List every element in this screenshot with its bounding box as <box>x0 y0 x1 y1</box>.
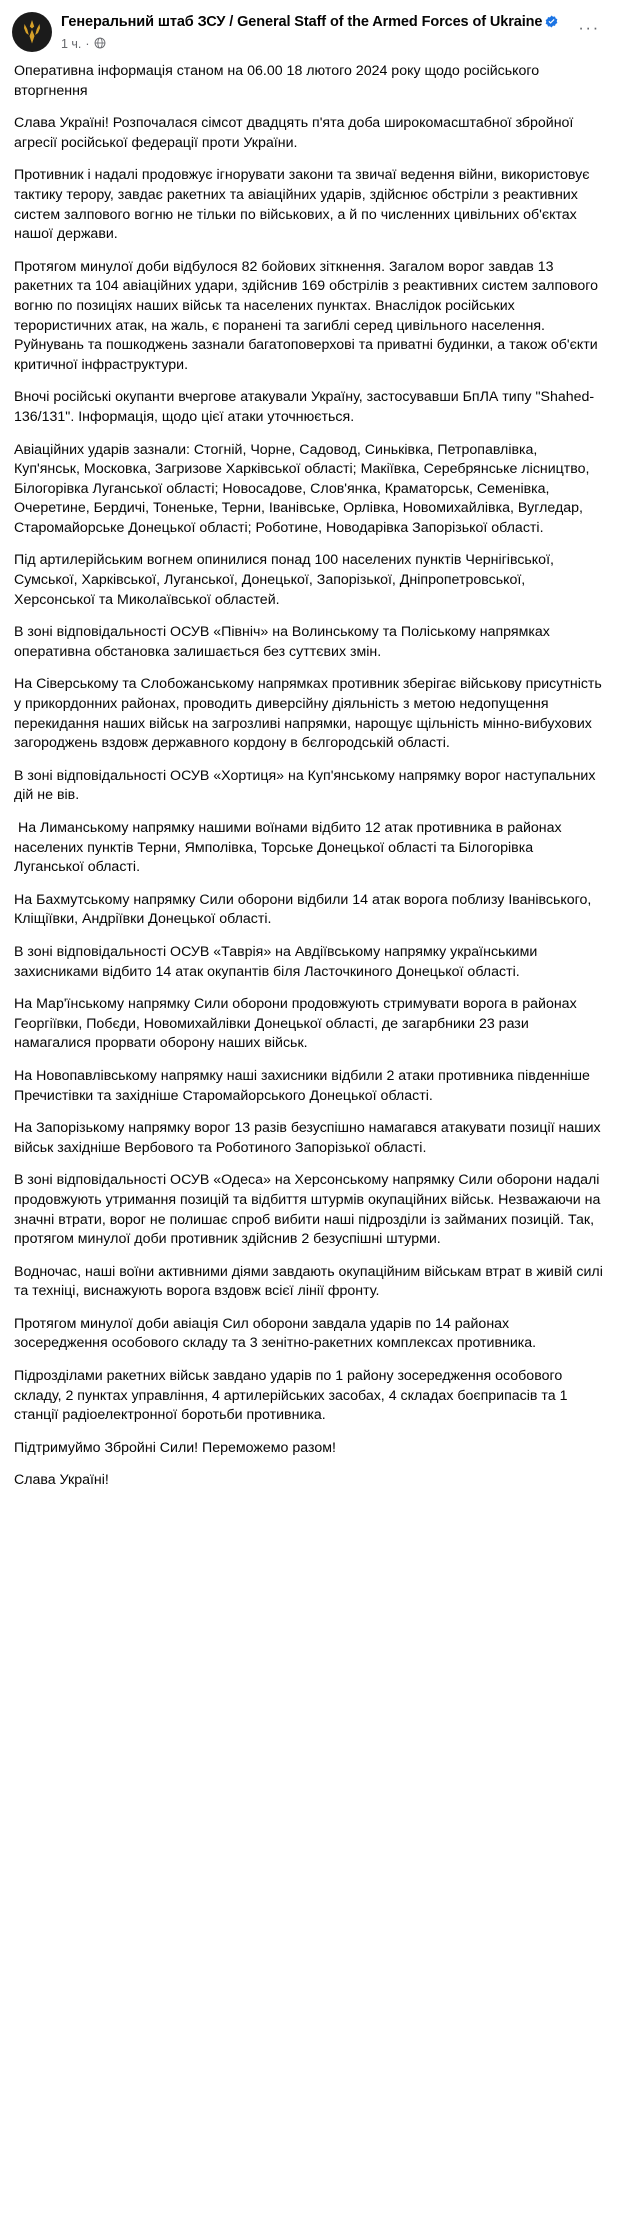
post-paragraph: На Лиманському напрямку нашими воїнами відбито 12 атак противника в районах населених пунктів Терни, Ямполівка, Торське Донецької області та Білогорівка Луганської області. <box>14 820 566 876</box>
post-header <box>0 0 617 58</box>
avatar-emblem-icon <box>21 19 43 45</box>
post-timestamp[interactable]: 1 ч. <box>61 37 82 52</box>
post-paragraph: Протягом минулої доби авіація Сил оборони завдала ударів по 14 районах зосередження особового складу та 3 зенітно-ракетних комплексах противника. <box>14 1315 537 1352</box>
post-paragraph: Підтримуймо Збройні Сили! Переможемо разом! <box>14 1439 336 1456</box>
post-paragraph: В зоні відповідальності ОСУВ «Таврія» на Авдіївському напрямку українськими захисниками відбито 14 атак окупантів біля Ласточкиного Донецької області. <box>14 943 542 980</box>
post-paragraph: Оперативна інформація станом на 06.00 18 лютого 2024 року щодо російського вторгнення <box>14 63 544 99</box>
post-paragraph: Водночас, наші воїни активними діями завдають окупаційним військам втрат в живій силі та техніці, виснажують ворога вздовж всієї лінії фронту. <box>14 1263 607 1300</box>
post-paragraph: На Бахмутському напрямку Сили оборони відбили 14 атак ворога поблизу Іванівського, Кліщіївки, Андріївки Донецької області. <box>14 891 596 928</box>
post-paragraph: На Мар'їнському напрямку Сили оборони продовжують стримувати ворога в районах Георгіївки, Побєди, Новомихайлівки Донецької області, де загарбники 23 рази намагалися прорвати оборону наших військ. <box>14 996 581 1052</box>
post-paragraph: Слава Україні! Розпочалася сімсот двадцять п'ята доба широкомасштабної збройної агресії російської федерації проти України. <box>14 115 578 151</box>
post-paragraph: Авіаційних ударів зазнали: Стогній, Чорне, Садовод, Синьківка, Петропавлівка, Куп'янськ, Московка, Загризове Харківської області; Макіївка, Серебрянське лісництво, Білогорівка Луганської області; Новосадове, Слов'янка, Краматорськ, Семенівка, Очеретине, Бердичі, Тоненьке, Терни, Іванівське, Орлівка, Новомихайлівка, Вугледар, Старомайорське Донецької області; Роботине, Новодарівка Запорізької області. <box>14 441 594 536</box>
meta-separator: · <box>85 37 90 52</box>
post-paragraph: В зоні відповідальності ОСУВ «Північ» на Волинському та Поліському напрямках оперативна обстановка залишається без суттєвих змін. <box>14 624 554 660</box>
page-name-label: Генеральний штаб ЗСУ / General Staff of the Armed Forces of Ukraine <box>61 14 543 30</box>
post-paragraph: Противник і надалі продовжує ігнорувати закони та звичаї ведення війни, використовує тактику терору, завдає ракетних та авіаційних ударів, здійснює обстріли з реактивних систем залпового вогню не тільки по військових, а й по численних цивільних об'єктах нашої держави. <box>14 167 594 243</box>
page-name[interactable] <box>61 13 567 34</box>
post-paragraph: Вночі російські окупанти вчергове атакували Україну, застосувавши БпЛА типу "Shahed-136/131". Інформація, щодо цієї атаки уточнюється. <box>14 389 595 425</box>
post-paragraph: На Новопавлівському напрямку наші захисники відбили 2 атаки противника південніше Пречистівки та західніше Старомайорського Донецької області. <box>14 1067 594 1104</box>
post-header-text <box>61 12 567 52</box>
post-paragraph: Під артилерійським вогнем опинилися понад 100 населених пунктів Чернігівської, Сумської, Харківської, Луганської, Донецької, Запорізької, Дніпропетровської, Херсонської та Миколаївської областей. <box>14 552 558 608</box>
post-paragraph: В зоні відповідальності ОСУВ «Одеса» на Херсонському напрямку Сили оборони надалі продовжують утримання позицій та відбиття штурмів окупаційних військ. Незважаючи на значні втрати, ворог не полишає спроб вибити наші підрозділи із займаних позицій. Так, протягом минулої доби противник здійснив 2 безуспішні штурми. <box>14 1172 605 1248</box>
post-options-button[interactable]: ··· <box>578 18 600 37</box>
post-paragraph: Протягом минулої доби відбулося 82 бойових зіткнення. Загалом ворог завдав 13 ракетних та 104 авіаційних удари, здійснив 169 обстрілів з реактивних систем залпового вогню по позиціях наших військ та населених пунктах. Внаслідок російських терористичних атак, на жаль, є поранені та загиблі серед цивільного населення. Руйнувань та пошкоджень зазнали багатоповерхові та приватні будинки, а також об'єкти критичної інфраструктури. <box>14 258 602 373</box>
post-paragraph: На Запорізькому напрямку ворог 13 разів безуспішно намагався атакувати позиції наших військ західніше Вербового та Роботиного Запорізької області. <box>14 1120 605 1156</box>
globe-icon[interactable] <box>94 37 106 52</box>
post-body <box>0 58 617 1505</box>
post-paragraph: Слава Україні! <box>14 1472 109 1489</box>
post-meta <box>61 37 567 52</box>
post-paragraph: Підрозділами ракетних військ завдано ударів по 1 району зосередження особового складу, 2 пунктах управління, 4 артилерійських засобах, 4 складах боєприпасів та 1 станції радіоелектронної боротьби противника. <box>14 1368 572 1424</box>
post-paragraph: На Сіверському та Слобожанському напрямках противник зберігає військову присутність у прикордонних районах, проводить диверсійну діяльність з метою недопущення перекидання наших військ на загрозливі напрямки, нарощує щільність мінно-вибухових загороджень вздовж державного кордону в бєлгородській області. <box>14 676 606 752</box>
avatar[interactable] <box>12 12 52 52</box>
verified-badge-icon <box>545 15 558 34</box>
post-paragraph: В зоні відповідальності ОСУВ «Хортиця» на Куп'янському напрямку ворог наступальних дій не вів. <box>14 767 600 804</box>
